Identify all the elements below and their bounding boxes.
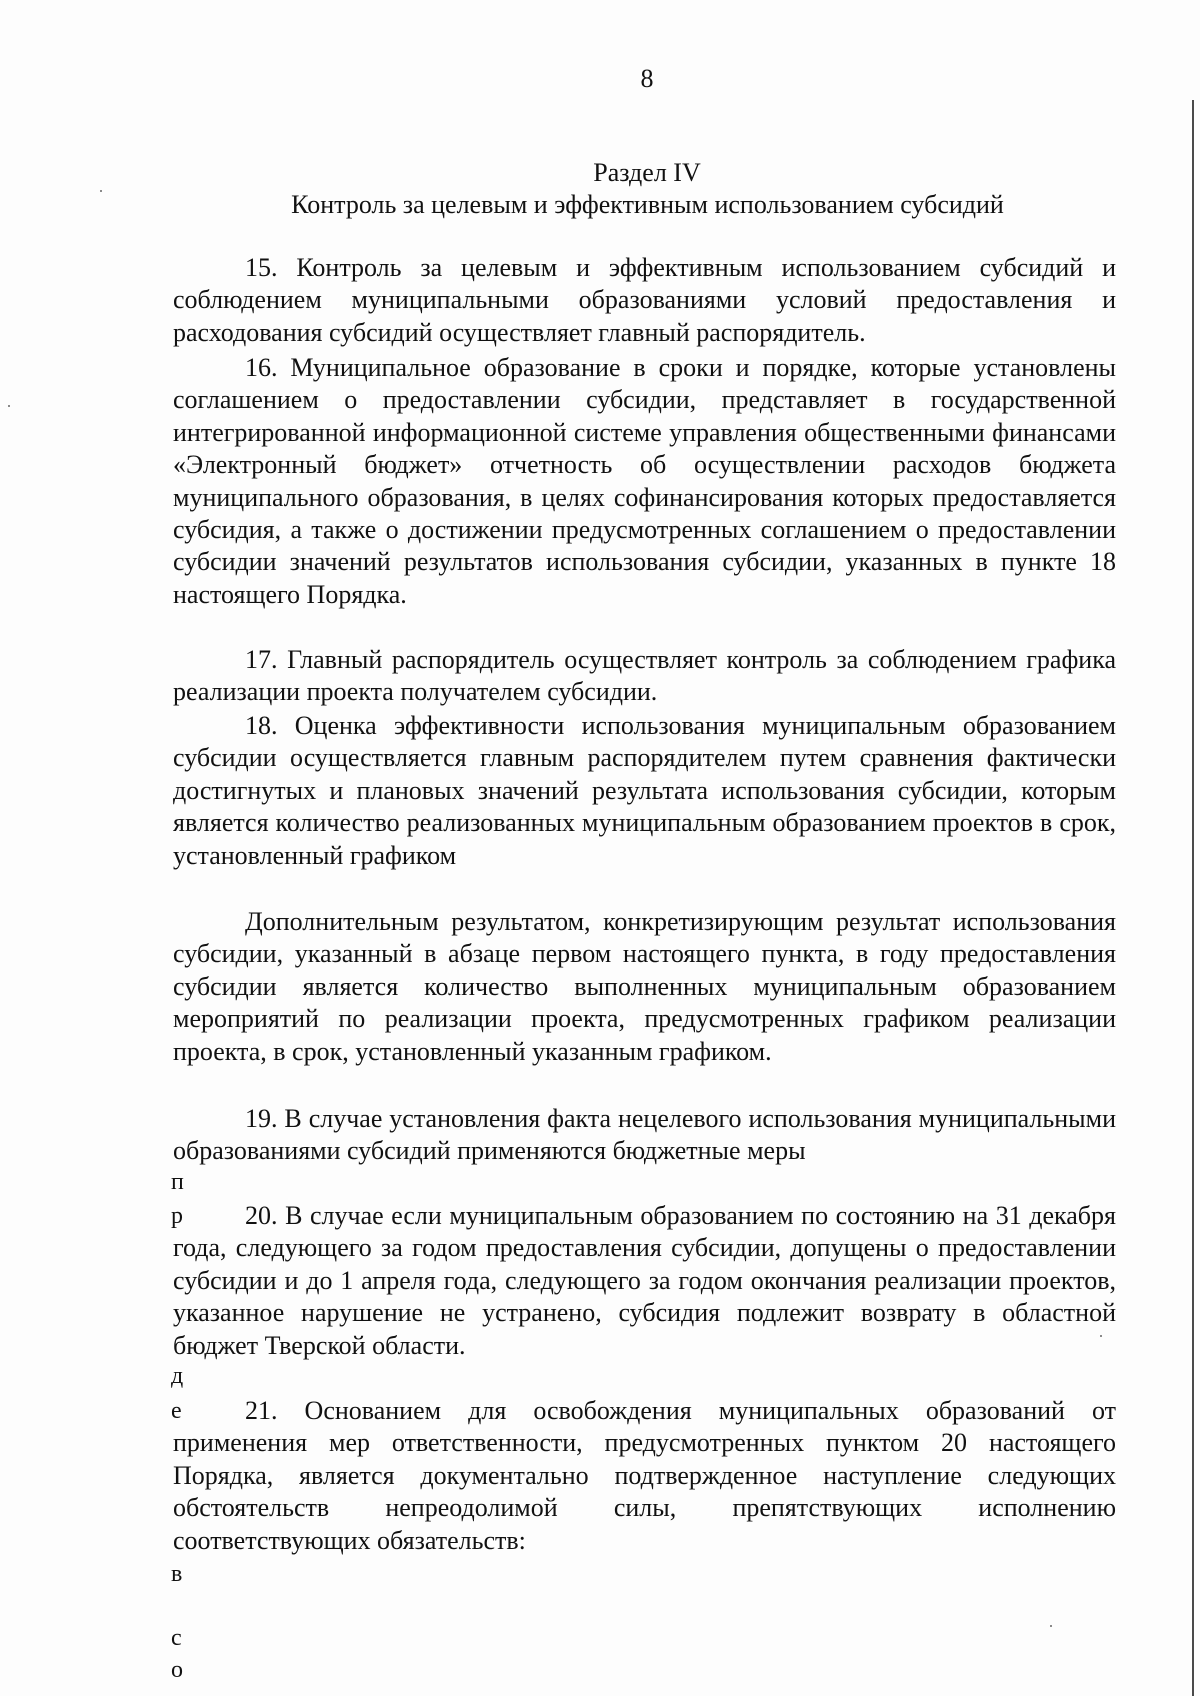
margin-letter: р xyxy=(171,1203,183,1229)
margin-letter: в xyxy=(171,1561,183,1587)
page-number: 8 xyxy=(640,64,654,93)
scan-speck xyxy=(1100,1335,1102,1337)
scan-speck xyxy=(100,190,102,192)
margin-letter: е xyxy=(171,1398,182,1424)
paragraph-18: 18. Оценка эффективности использования муниципальным образованием субсидии осуществляется главным распорядителем путем сравнения фактически достигнутых и плановых значений результата использования субсидии, которым является количество реализованных муниципальным образованием проектов в срок, установленный графиком xyxy=(173,711,1116,870)
margin-letter: с xyxy=(171,1625,182,1651)
margin-letter: д xyxy=(171,1363,184,1389)
paragraph-20: 20. В случае если муниципальным образованием по состоянию на 31 декабря года, следующего за годом предоставления субсидии, допущены о предоставлении субсидии и до 1 апреля года, следующего за годом окончания реализации проектов, указанное нарушение не устранено, субсидия подлежит возврату в областной бюджет Тверской области. xyxy=(173,1201,1116,1360)
paragraph-15: 15. Контроль за целевым и эффективным использованием субсидий и соблюдением муниципальными образованиями условий предоставления и расходования субсидий осуществляет главный распорядитель. xyxy=(173,253,1116,347)
paragraph-17: 17. Главный распорядитель осуществляет контроль за соблюдением графика реализации проекта получателем субсидии. xyxy=(173,645,1116,707)
paragraph-21: 21. Основанием для освобождения муниципальных образований от применения мер ответственности, предусмотренных пунктом 20 настоящего Порядка, является документально подтвержденное наступление следующих обстоятельств непреодолимой силы, препятствующих исполнению соответствующих обязательств: xyxy=(173,1396,1116,1555)
margin-letter: п xyxy=(171,1169,184,1195)
section-subtitle: Контроль за целевым и эффективным использованием субсидий xyxy=(291,190,1004,219)
margin-letter: о xyxy=(171,1657,183,1683)
scan-edge-line xyxy=(1192,100,1194,1696)
paragraph-19: 19. В случае установления факта нецелевого использования муниципальными образованиями субсидий применяются бюджетные меры xyxy=(173,1104,1116,1166)
section-title: Раздел IV xyxy=(593,158,701,187)
scan-speck xyxy=(1050,1625,1052,1627)
scan-speck xyxy=(8,405,10,407)
paragraph-16: 16. Муниципальное образование в сроки и порядке, которые установлены соглашением о предоставлении субсидии, представляет в государственной интегрированной информационной системе управления общественными финансами «Электронный бюджет» отчетность об осуществлении расходов бюджета муниципального образования, в целях софинансирования которых предоставляется субсидия, а также о достижении предусмотренных соглашением о предоставлении субсидии значений результатов использования субсидии, указанных в пункте 18 настоящего Порядка. xyxy=(173,353,1116,609)
paragraph-18-additional: Дополнительным результатом, конкретизирующим результат использования субсидии, указанный в абзаце первом настоящего пункта, в году предоставления субсидии является количество выполненных муниципальным образованием мероприятий по реализации проекта, предусмотренных графиком реализации проекта, в срок, установленный указанным графиком. xyxy=(173,907,1116,1066)
